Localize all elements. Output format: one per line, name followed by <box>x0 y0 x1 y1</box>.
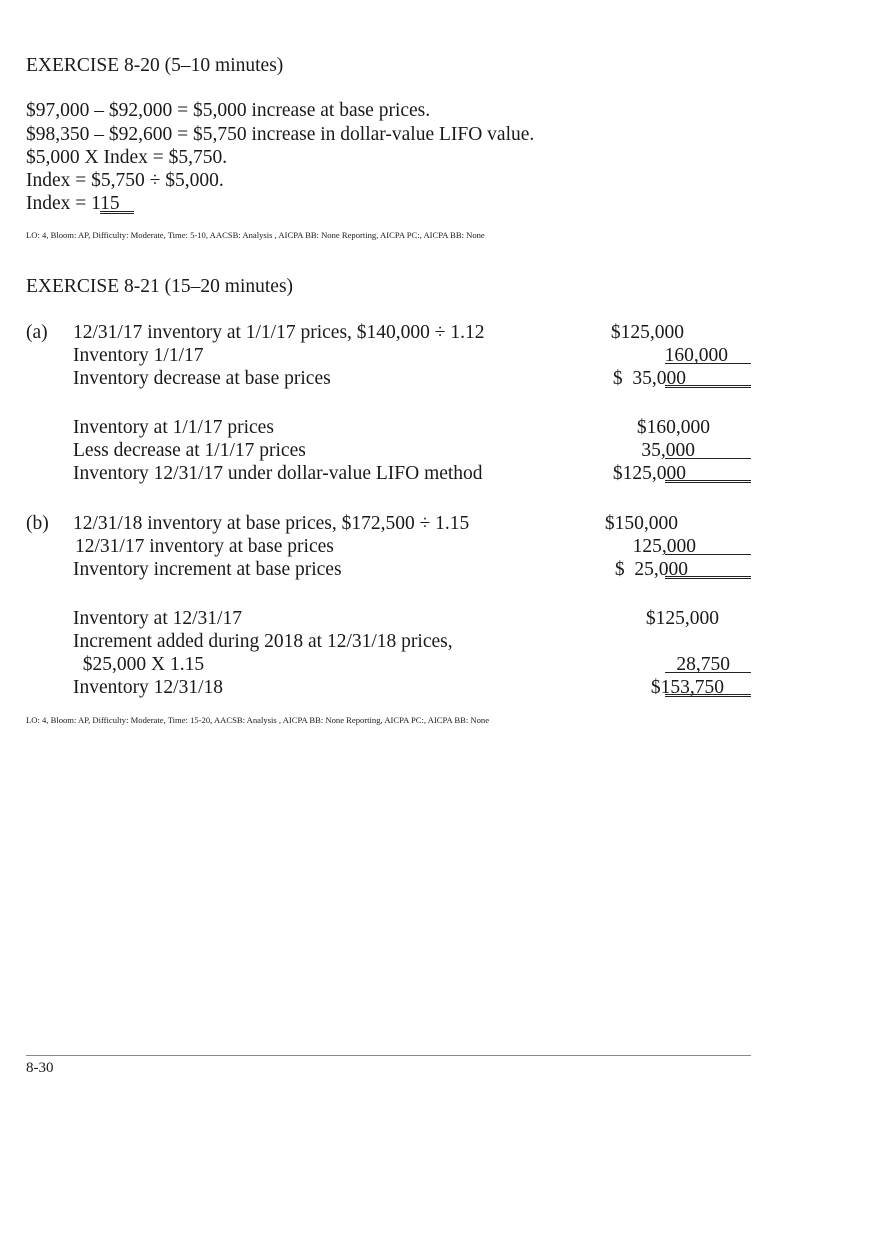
part-b-row-6-text: $25,000 X 1.15 <box>73 654 205 675</box>
index-double-underline <box>100 211 134 214</box>
part-b-row-7-amount: $153,750 <box>650 677 724 698</box>
part-a-row-1-amount: $125,000 <box>610 322 684 343</box>
part-a-row-6-amount: $125,000 <box>612 463 686 484</box>
part-b-row-1-amount: $150,000 <box>604 513 678 534</box>
part-a-row-5-text: Less decrease at 1/1/17 prices <box>73 440 306 461</box>
footer-divider <box>26 1055 751 1056</box>
ex20-line-3: $5,000 X Index = $5,750. <box>26 147 228 168</box>
ex20-line-1: $97,000 – $92,000 = $5,000 increase at base prices. <box>26 100 431 121</box>
subtotal-rule <box>665 554 751 555</box>
part-b-row-4-amount: $125,000 <box>645 608 719 629</box>
exercise-8-21-title: EXERCISE 8-21 (15–20 minutes) <box>26 276 294 297</box>
total-double-rule <box>665 576 751 579</box>
part-b-row-3-text: Inventory increment at base prices <box>73 559 342 580</box>
part-a-row-3-text: Inventory decrease at base prices <box>73 368 331 389</box>
part-b-row-5-text: Increment added during 2018 at 12/31/18 prices, <box>73 631 453 652</box>
page-number: 8-30 <box>26 1060 54 1076</box>
part-b-row-2-amount: 125,000 <box>632 536 696 557</box>
ex21-metadata: LO: 4, Bloom: AP, Difficulty: Moderate, Time: 15-20, AACSB: Analysis , AICPA BB: None Reporting, AICPA PC:, AICPA BB: None <box>26 715 490 725</box>
subtotal-rule <box>665 672 751 673</box>
part-b-row-6-amount: 28,750 <box>676 654 730 675</box>
total-double-rule <box>665 694 751 697</box>
ex20-line-2: $98,350 – $92,600 = $5,750 increase in dollar-value LIFO value. <box>26 124 535 145</box>
part-a-row-4-amount: $160,000 <box>636 417 710 438</box>
part-a-row-4-text: Inventory at 1/1/17 prices <box>73 417 274 438</box>
subtotal-rule <box>665 458 751 459</box>
part-b-row-1-text: 12/31/18 inventory at base prices, $172,500 ÷ 1.15 <box>73 513 470 534</box>
part-b-row-3-amount: $ 25,000 <box>614 559 688 580</box>
part-a-row-1-text: 12/31/17 inventory at 1/1/17 prices, $140,000 ÷ 1.12 <box>73 322 485 343</box>
part-a-row-6-text: Inventory 12/31/17 under dollar-value LIFO method <box>73 463 483 484</box>
part-b-row-2-text: 12/31/17 inventory at base prices <box>75 536 334 557</box>
part-b-row-4-text: Inventory at 12/31/17 <box>73 608 242 629</box>
exercise-8-20-title: EXERCISE 8-20 (5–10 minutes) <box>26 55 284 76</box>
total-double-rule <box>665 480 751 483</box>
ex20-line-5: Index = 115 <box>26 193 120 214</box>
ex20-metadata: LO: 4, Bloom: AP, Difficulty: Moderate, Time: 5-10, AACSB: Analysis , AICPA BB: None Reporting, AICPA PC:, AICPA BB: None <box>26 230 485 240</box>
part-b-row-7-text: Inventory 12/31/18 <box>73 677 224 698</box>
total-double-rule <box>665 385 751 388</box>
part-a-row-5-amount: 35,000 <box>641 440 695 461</box>
subtotal-rule <box>665 363 751 364</box>
part-a-row-2-amount: 160,000 <box>664 345 728 366</box>
ex20-line-4: Index = $5,750 ÷ $5,000. <box>26 170 224 191</box>
part-b-label: (b) <box>26 513 49 534</box>
part-a-row-2-text: Inventory 1/1/17 <box>73 345 204 366</box>
part-a-row-3-amount: $ 35,000 <box>612 368 686 389</box>
part-a-label: (a) <box>26 322 48 343</box>
